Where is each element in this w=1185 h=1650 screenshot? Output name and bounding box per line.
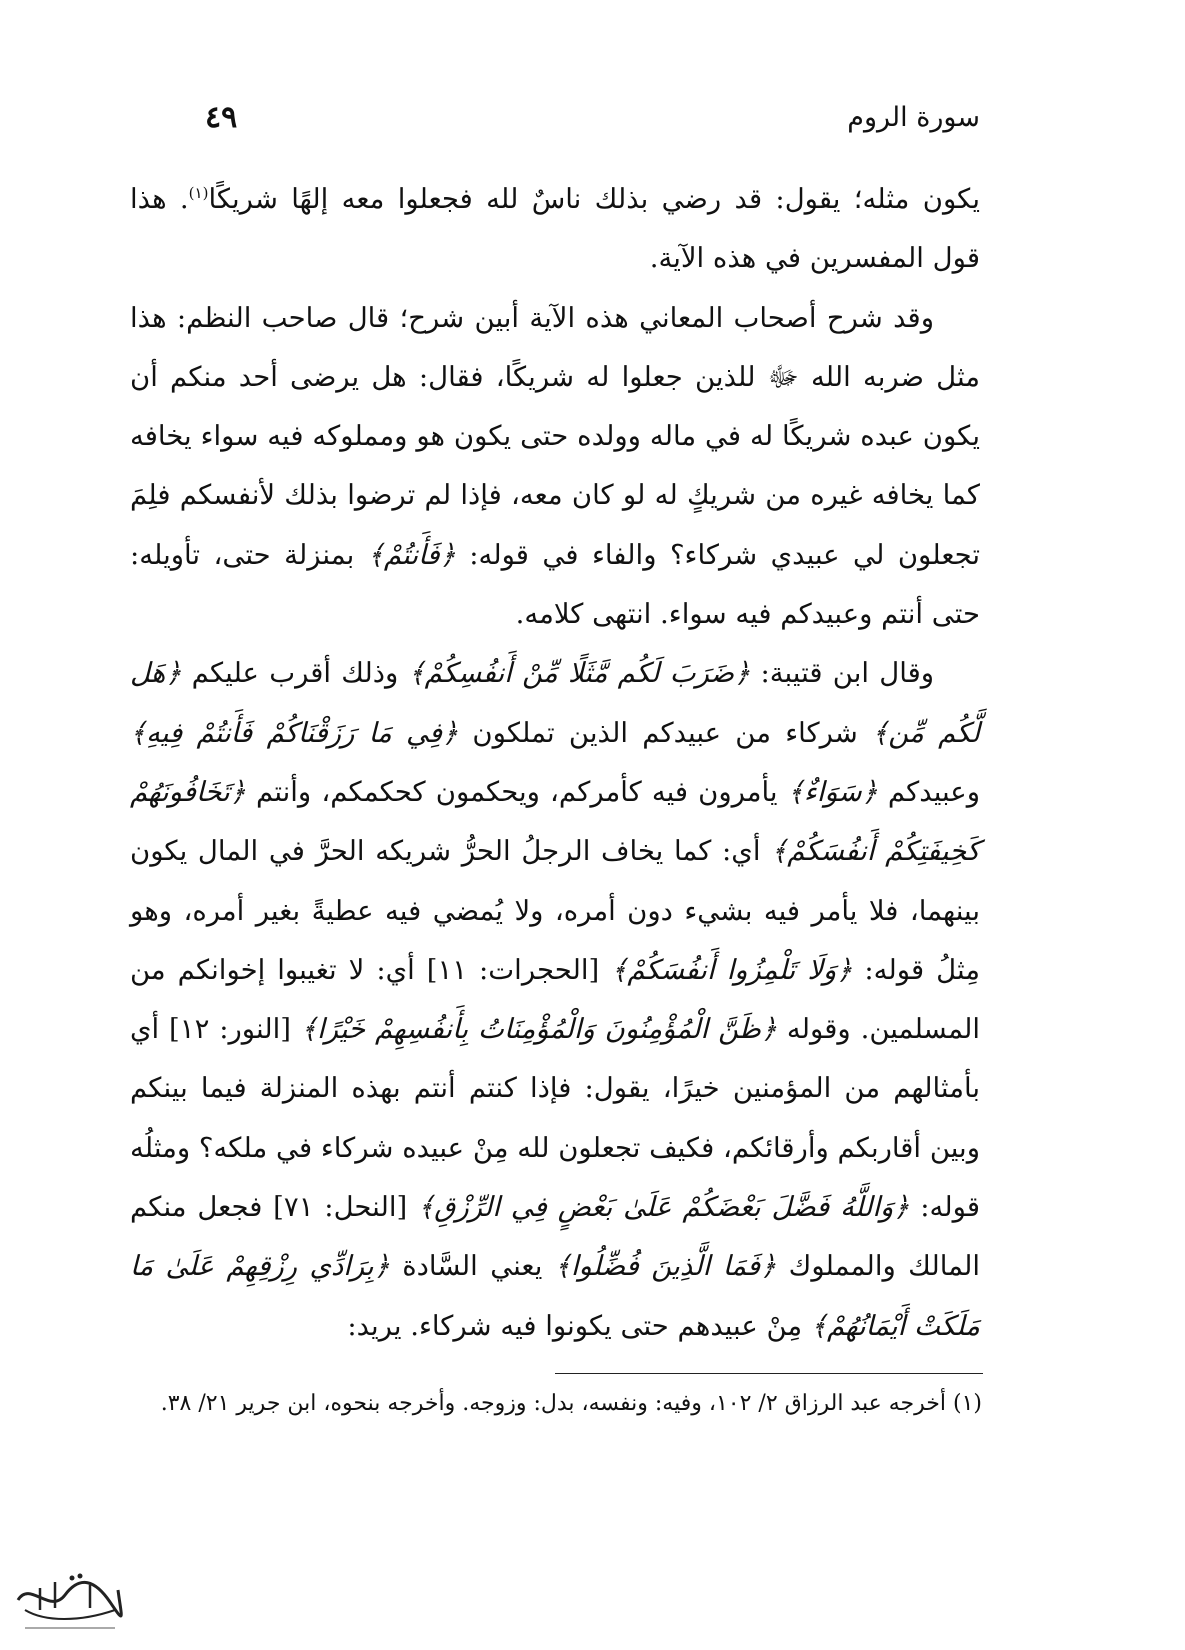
page-number: ٤٩	[205, 99, 238, 135]
text-span: يكون مثله؛ يقول: قد رضي بذلك ناسٌ لله فجعلوا معه إلهًا شريكًا	[208, 183, 980, 215]
quran-quote: ﴿فَمَا الَّذِينَ فُضِّلُوا﴾	[554, 1250, 777, 1283]
paragraph-3	[130, 644, 980, 1356]
quran-quote: ﴿وَلَا تَلْمِزُوا أَنفُسَكُمْ﴾	[611, 953, 853, 986]
paragraph-1	[130, 170, 980, 289]
text-span: يعني السَّادة	[389, 1250, 555, 1283]
quran-quote: ﴿وَاللَّهُ فَضَّلَ بَعْضَكُمْ عَلَىٰ بَعْضٍ فِي الرِّزْقِ﴾	[418, 1191, 910, 1224]
footnote-text: أخرجه عبد الرزاق ٢/ ١٠٢، وفيه: ونفسه، بدل: وزوجه. وأخرجه بنحوه، ابن جرير ٢١/ ٣٨.	[160, 1391, 946, 1416]
text-span: وعبيدكم	[877, 775, 980, 808]
quran-quote: ﴿تَخَافُونَهُمْ كَخِيفَتِكُمْ أَنفُسَكُمْ﴾	[130, 775, 980, 868]
quran-quote: ﴿ظَنَّ الْمُؤْمِنُونَ وَالْمُؤْمِنَاتُ بِأَنفُسِهِمْ خَيْرًا﴾	[300, 1013, 778, 1046]
text-span: بمنزلة حتى، تأويله: حتى أنتم وعبيدكم فيه سواء. انتهى كلامه.	[130, 538, 980, 631]
quran-quote: ﴿بِرَادِّي رِزْقِهِمْ عَلَىٰ مَا مَلَكَتْ أَيْمَانُهُمْ﴾	[130, 1250, 980, 1342]
quran-quote: ﴿سَوَاءٌ﴾	[787, 775, 878, 808]
text-span: مِنْ عبيدهم حتى يكونوا فيه شركاء. يريد:	[347, 1309, 811, 1342]
footnote-ref: (١)	[188, 183, 209, 202]
text-span: [النحل: ٧١] فجعل منكم المالك والمملوك	[130, 1191, 980, 1283]
text-span: [النور: ١٢] أي بأمثالهم من المؤمنين خيرًا، يقول: فإذا كنتم أنتم بهذه المنزلة فيما بينكم وبين أقاربكم وأرقائكم، فكيف تجعلون لله مِنْ عبيده شركاء في ملكه؟ ومثلُه قوله:	[130, 1013, 980, 1224]
page-header	[205, 92, 980, 142]
text-span: [الحجرات: ١١] أي: لا تغيبوا إخوانكم من المسلمين. وقوله	[130, 953, 980, 1046]
main-text	[130, 170, 980, 1356]
footnote	[130, 1382, 982, 1425]
footnote-divider	[555, 1373, 983, 1374]
text-span: وذلك أقرب عليكم	[181, 657, 409, 690]
text-span: وقال ابن قتيبة:	[750, 657, 934, 690]
quran-quote: ﴿فَأَنتُمْ﴾	[367, 538, 456, 571]
text-span: . هذا قول المفسرين في هذه الآية.	[130, 183, 980, 275]
text-span: يأمرون فيه كأمركم، ويحكمون كحكمكم، وأنتم	[245, 775, 788, 808]
paragraph-2	[130, 289, 980, 645]
text-span: أي: كما يخاف الرجلُ الحرُّ شريكه الحرَّ في المال يكون بينهما، فلا يأمر فيه بشيء دون أمره، ولا يُمضي فيه عطيةً بغير أمره، وهو مِثلُ قوله:	[130, 835, 981, 986]
text-span: وقد شرح أصحاب المعاني هذه الآية أبين شرح؛ قال صاحب النظم: هذا مثل ضربه الله ﷻ للذين جعلوا له شريكًا، فقال: هل يرضى أحد منكم أن يكون عبده شريكًا له في ماله وولده حتى يكون هو ومملوكه فيه سواء يخافه كما يخافه غيره من شريكٍ له لو كان معه، فإذا لم ترضوا بذلك لأنفسكم فلِمَ تجعلون لي عبيدي شركاء؟ والفاء في قوله:	[130, 301, 980, 571]
publisher-logo	[10, 1560, 130, 1640]
footnote-number: (١)	[952, 1391, 982, 1416]
surah-title: سورة الروم	[847, 101, 980, 133]
quran-quote: ﴿هَل لَّكُم مِّن﴾	[130, 657, 980, 749]
text-span: شركاء من عبيدكم الذين تملكون	[458, 716, 873, 749]
quran-quote: ﴿فِي مَا رَزَقْنَاكُمْ فَأَنتُمْ فِيهِ﴾	[130, 716, 459, 749]
quran-quote: ﴿ضَرَبَ لَكُم مَّثَلًا مِّنْ أَنفُسِكُمْ﴾	[408, 657, 751, 690]
